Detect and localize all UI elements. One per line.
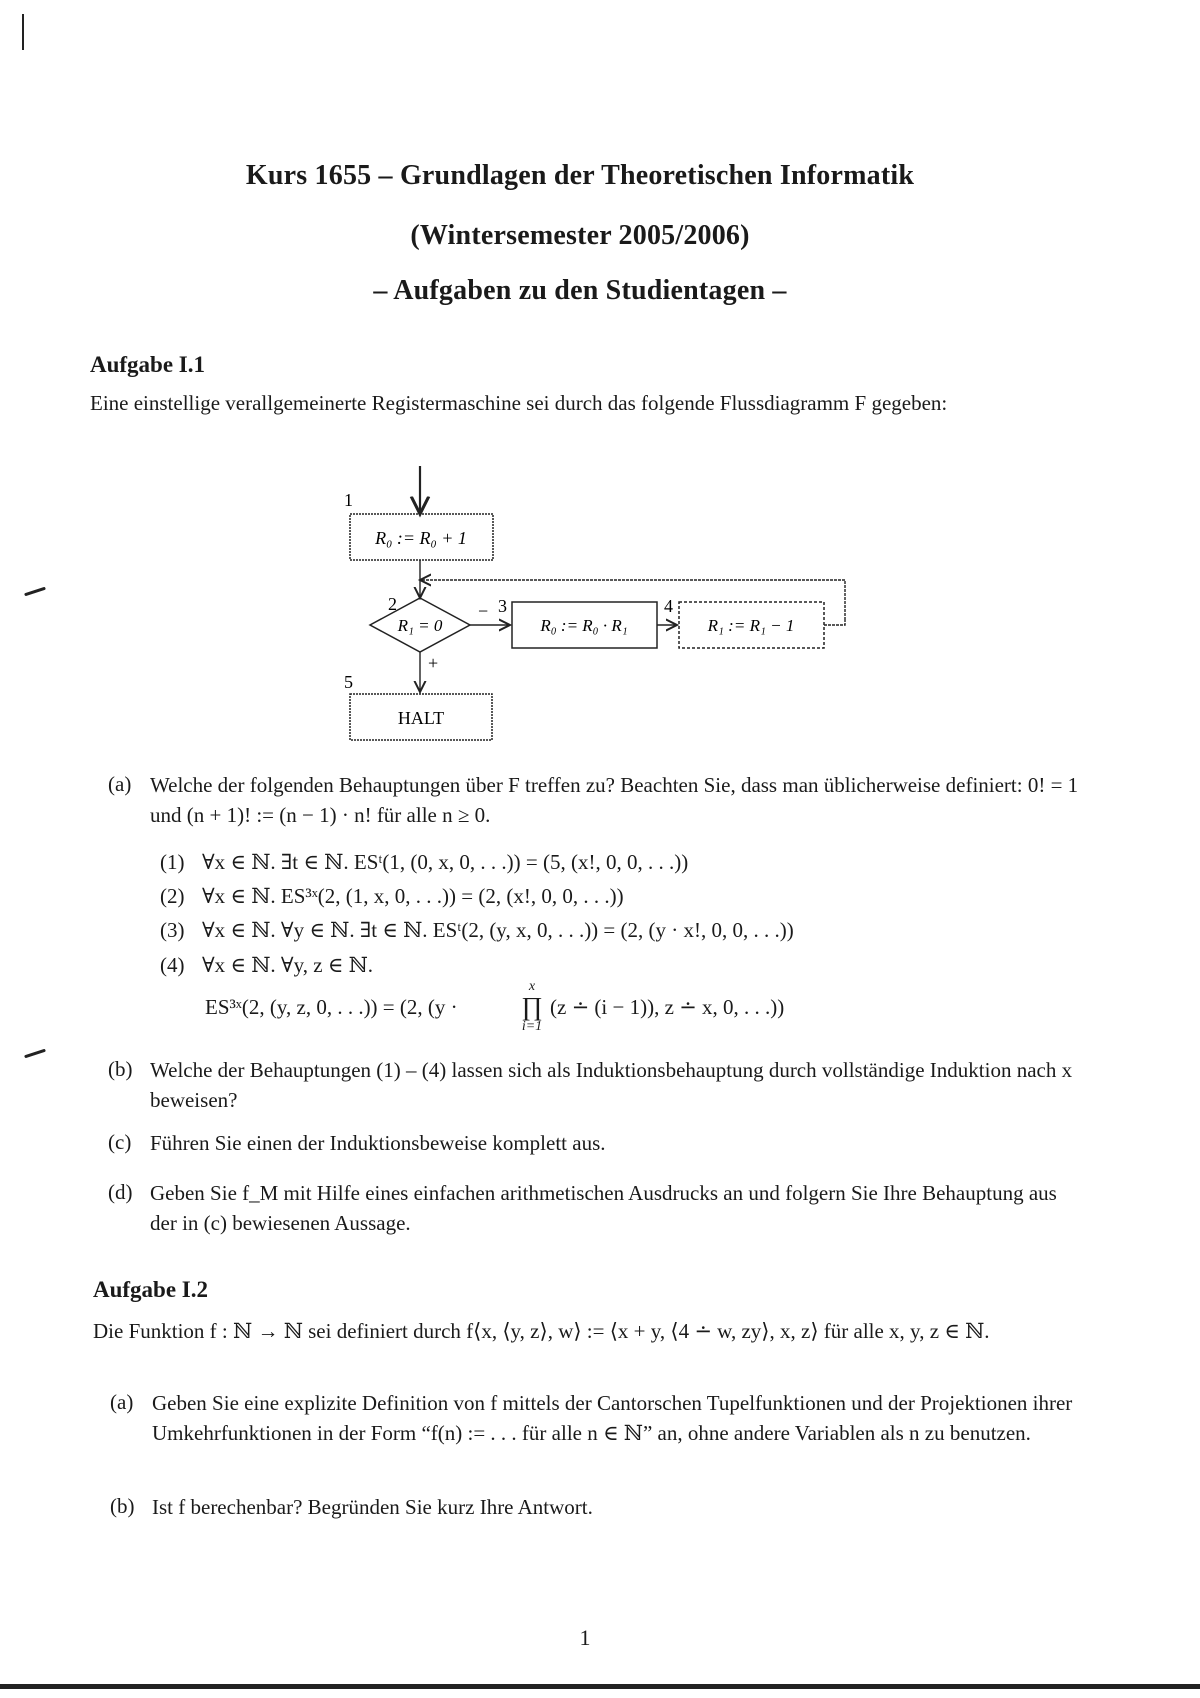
task1-part-c-text: Führen Sie einen der Induktionsbeweise komplett aus.	[150, 1131, 606, 1155]
claim-4-label: (4)	[160, 953, 185, 977]
task1-part-d-label: (d)	[108, 1180, 133, 1204]
claim-4-formula-right: (z ∸ (i − 1)), z ∸ x, 0, . . .))	[550, 995, 785, 1019]
document-title: Kurs 1655 – Grundlagen der Theoretischen Informatik	[245, 160, 915, 191]
page-number: 1	[579, 1625, 591, 1650]
claim-1-label: (1)	[160, 850, 185, 874]
claim-3-label: (3)	[160, 918, 185, 942]
plus-branch: +	[428, 653, 439, 673]
claim-2-text: ∀x ∈ ℕ. ES³ˣ(2, (1, x, 0, . . .)) = (2, (x!, 0, 0, . . .))	[202, 884, 624, 908]
task2-part-b-text: Ist f berechenbar? Begründen Sie kurz Ihre Antwort.	[152, 1495, 593, 1519]
scan-mark-top-left	[22, 14, 24, 50]
node1-label: 1	[344, 490, 353, 510]
task2-part-b-label: (b)	[110, 1494, 135, 1518]
node3-text: R₀ := R₀ · R₁	[540, 616, 628, 635]
task1-part-b-text: Welche der Behauptungen (1) – (4) lassen sich als Induktionsbehauptung durch vollständige Induktion nach x beweisen?	[150, 1058, 1073, 1112]
node2-label: 2	[388, 594, 397, 614]
node3-label: 3	[498, 596, 507, 616]
task1-intro: Eine einstellige verallgemeinerte Registermaschine sei durch das folgende Flussdiagramm F gegeben:	[90, 391, 948, 415]
claim-4-formula-left: ES³ˣ(2, (y, z, 0, . . .)) = (2, (y ·	[205, 995, 458, 1019]
claim-4-text: ∀x ∈ ℕ. ∀y, z ∈ ℕ.	[202, 953, 374, 977]
product-lower-bound: i=1	[521, 1019, 543, 1034]
task1-part-b-label: (b)	[108, 1057, 133, 1081]
claim-1-text: ∀x ∈ ℕ. ∃t ∈ ℕ. ESᵗ(1, (0, x, 0, . . .)) = (5, (x!, 0, 0, . . .))	[202, 850, 689, 874]
task1-part-c-label: (c)	[108, 1130, 132, 1154]
product-symbol: ∏	[521, 992, 543, 1021]
node5-label: 5	[344, 672, 353, 692]
node5-text: HALT	[397, 708, 445, 728]
flowchart	[330, 462, 860, 752]
task1-part-a-text: Welche der folgenden Behauptungen über F treffen zu? Beachten Sie, dass man üblicherweise definiert: 0! = 1 und (n + 1)! := (n − 1) · n! für alle n ≥ 0.	[150, 773, 1079, 827]
claim-4-product	[519, 980, 545, 1034]
node4-label: 4	[664, 596, 673, 616]
task2-intro: Die Funktion f : ℕ → ℕ sei definiert durch f⟨x, ⟨y, z⟩, w⟩ := ⟨x + y, ⟨4 ∸ w, zy⟩, x, z⟩ für alle x, y, z ∈ ℕ.	[93, 1319, 990, 1343]
product-upper-bound: x	[528, 979, 536, 994]
minus-branch: −	[478, 601, 489, 621]
scan-mark-left-1	[24, 587, 46, 597]
task2-part-a-text: Geben Sie eine explizite Definition von f mittels der Cantorschen Tupelfunktionen und der Projektionen ihrer Umkehrfunktionen in der Form “f(n) := . . . für alle n ∈ ℕ” an, ohne andere Variablen als n zu benutzen.	[152, 1391, 1073, 1445]
document-semester: (Wintersemester 2005/2006)	[410, 220, 750, 251]
task1-part-a-label: (a)	[108, 772, 132, 796]
document-subtitle: – Aufgaben zu den Studientagen –	[373, 275, 787, 306]
node4-text: R₁ := R₁ − 1	[707, 616, 795, 635]
task2-part-a-label: (a)	[110, 1390, 134, 1414]
claim-3-text: ∀x ∈ ℕ. ∀y ∈ ℕ. ∃t ∈ ℕ. ESᵗ(2, (y, x, 0, . . .)) = (2, (y · x!, 0, 0, . . .))	[202, 918, 794, 942]
scan-mark-left-2	[24, 1049, 46, 1059]
task1-part-d-text: Geben Sie f_M mit Hilfe eines einfachen arithmetischen Ausdrucks an und folgern Sie Ihre Behauptung aus der in (c) bewiesenen Aussage.	[150, 1181, 1057, 1235]
scan-bottom-border	[0, 1684, 1200, 1689]
claim-2-label: (2)	[160, 884, 185, 908]
task1-title: Aufgabe I.1	[90, 352, 206, 377]
node1-text: R₀ := R₀ + 1	[375, 528, 467, 548]
node2-text: R₁ = 0	[397, 616, 443, 635]
task2-title: Aufgabe I.2	[93, 1277, 209, 1302]
